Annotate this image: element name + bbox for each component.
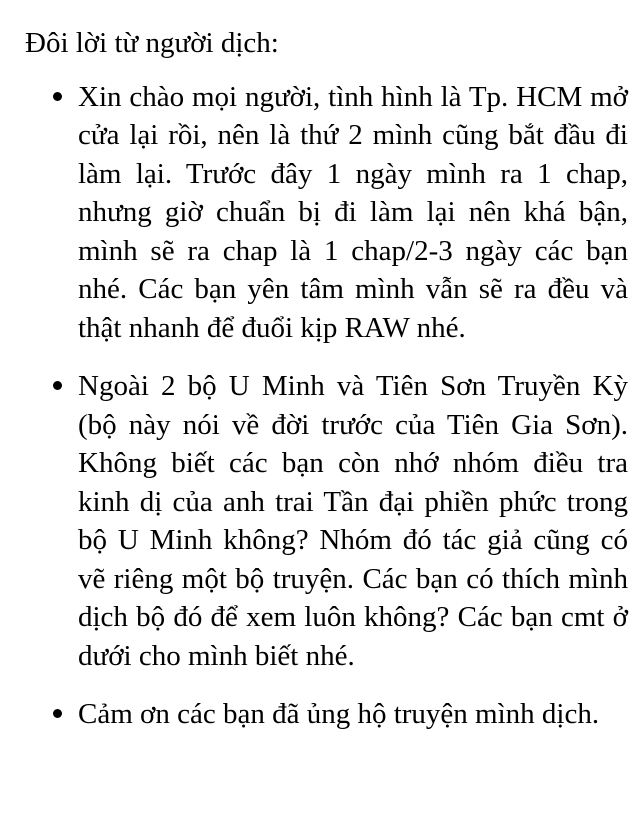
bullet-icon	[53, 92, 62, 101]
bullet-text: Ngoài 2 bộ U Minh và Tiên Sơn Truyền Kỳ (bộ này nói về đời trước của Tiên Gia Sơn). Không biết các bạn còn nhớ nhóm điều tra kinh dị của anh trai Tần đại phiền phức trong bộ U Minh không? Nhóm đó tác giả cũng có vẽ riêng một bộ truyện. Các bạn có thích mình dịch bộ đó để xem luôn không? Các bạn cmt ở dưới cho mình biết nhé.	[78, 370, 628, 672]
bullet-text: Xin chào mọi người, tình hình là Tp. HCM mở cửa lại rồi, nên là thứ 2 mình cũng bắt đầu đi làm lại. Trước đây 1 ngày mình ra 1 chap, nhưng giờ chuẩn bị đi làm lại nên khá bận, mình sẽ ra chap là 1 chap/2-3 ngày các bạn nhé. Các bạn yên tâm mình vẫn sẽ ra đều và thật nhanh để đuổi kịp RAW nhé.	[78, 80, 628, 344]
bullet-icon	[53, 381, 62, 390]
list-item	[25, 78, 628, 348]
bullet-text: Cảm ơn các bạn đã ủng hộ truyện mình dịch.	[78, 698, 600, 730]
list-item	[25, 695, 628, 734]
bullet-icon	[53, 709, 62, 718]
list-item	[25, 367, 628, 675]
page-title: Đôi lời từ người dịch:	[25, 27, 279, 59]
bullet-list	[25, 78, 628, 734]
